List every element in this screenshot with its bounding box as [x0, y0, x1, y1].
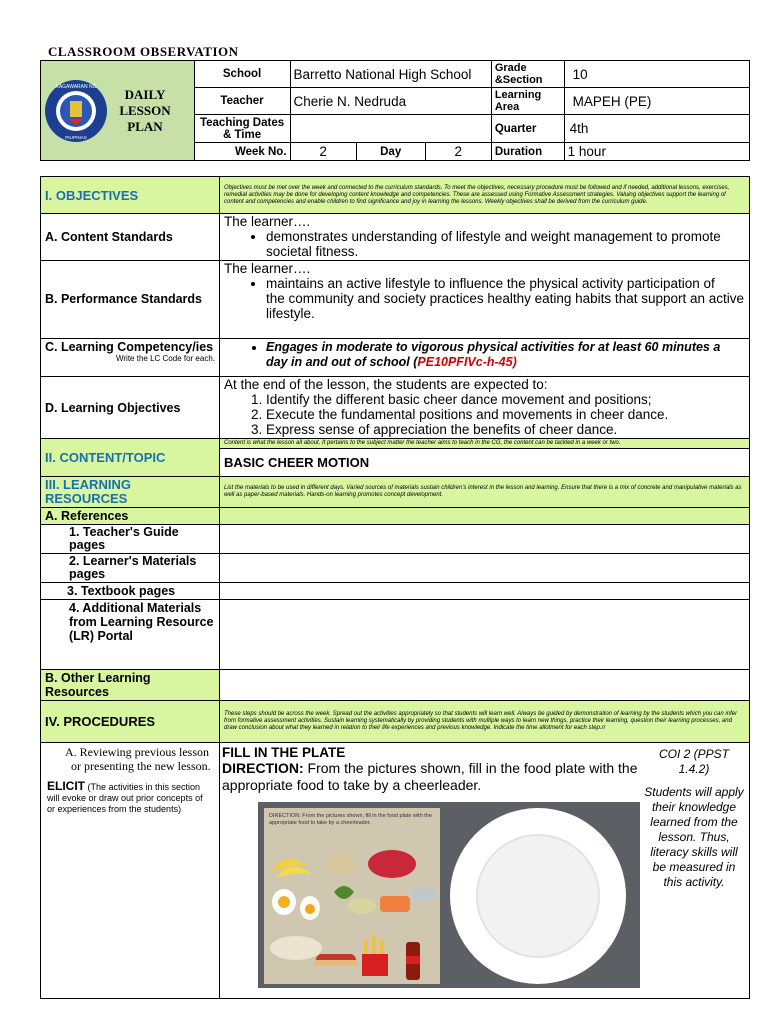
coi-label: COI 2 (PPST 1.4.2) [658, 747, 729, 776]
competency-sub: Write the LC Code for each. [115, 354, 215, 363]
learning-objectives-lead: At the end of the lesson, the students are expected to: [224, 377, 548, 392]
image-caption: DIRECTION: From the pictures shown, fill in the food plate with the appropriate food to take by a cheerleader. [269, 813, 432, 826]
resources-note: List the materials to be used in different days. Varied sources of materials sustain children's interest in the lesson and learning. Ensure that there is a mix of concrete and manipulative materials as well as paper-based materials. Hands-on learning promotes concept development. [220, 477, 750, 508]
resources-label: III. LEARNING RESOURCES [41, 477, 220, 508]
objectives-label: I. OBJECTIVES [41, 177, 220, 214]
procedures-note: These steps should be across the week. Spread out the activities appropriately so that students will learn well. Always be guided by demonstration of learning by the students which you can infer from formative assessment activities. Sustain learning systematically by providing students with multiple ways to learn new things, practice their learning, question their learning processes, and draw conclusion about what they learned in relation to their life experiences and previous knowledge. Indicate the time allotment for each step.rr [220, 701, 750, 743]
svg-text:PILIPINAS: PILIPINAS [65, 134, 87, 140]
teacher-label: Teacher [194, 88, 290, 115]
food-pictures-panel [264, 808, 440, 984]
content-standards-item: • demonstrates understanding of lifestyle and weight management to promote societal fitness. [266, 229, 745, 259]
learning-objective-item: 3. Express sense of appreciation the benefits of cheer dance. [266, 422, 745, 437]
week-label: Week No. [194, 143, 290, 161]
performance-standards-label: B. Performance Standards [41, 261, 220, 339]
content-standards-lead: The learner…. [224, 214, 311, 229]
duration-value: 1 hour [564, 143, 749, 161]
svg-text:KAGAWARAN NG: KAGAWARAN NG [55, 83, 97, 90]
header-table [40, 60, 750, 161]
day-label: Day [356, 143, 425, 161]
quarter-label: Quarter [491, 115, 564, 143]
competency-label: C. Learning Competency/ies [45, 340, 214, 354]
week-value: 2 [290, 143, 356, 161]
duration-label: Duration [491, 143, 564, 161]
other-resources-label: B. Other Learning Resources [41, 670, 220, 701]
references-label: A. References [41, 508, 220, 525]
competency-text: Engages in moderate to vigorous physical activities for at least 60 minutes a day in and out of school ( [266, 340, 721, 369]
school-label: School [194, 61, 290, 88]
learning-objective-item: 1. Identify the different basic cheer dance movement and positions; [266, 392, 745, 407]
lesson-plan-table [40, 176, 750, 999]
direction-text: From the pictures shown, fill in the food plate with the appropriate food to take by a cheerleader. [222, 760, 638, 793]
procedures-label: IV. PROCEDURES [41, 701, 220, 743]
day-value: 2 [425, 143, 491, 161]
direction-label: DIRECTION: [222, 760, 304, 776]
textbook-pages-label: 3. Textbook pages [41, 583, 220, 600]
food-items-icon [264, 844, 440, 984]
content-topic-label: II. CONTENT/TOPIC [41, 439, 220, 477]
performance-standards-cont: the community and society practices healthy eating habits that support an active lifestyle. [266, 291, 745, 321]
learning-objectives-label: D. Learning Objectives [41, 377, 220, 439]
competency-code: PE10PFIVc-h-45) [417, 355, 517, 369]
performance-standards-item: • maintains an active lifestyle to influence the physical activity participation of [266, 276, 745, 291]
content-topic-value: BASIC CHEER MOTION [220, 449, 750, 477]
step-a-label: A. Reviewing previous lesson or presenting the new lesson. [65, 745, 211, 773]
teacher-value: Cherie N. Nedruda [290, 88, 491, 115]
tg-pages-label: 1. Teacher's Guide pages [41, 525, 220, 554]
quarter-value: 4th [564, 115, 749, 143]
elicit-label: ELICIT [47, 779, 85, 793]
empty-plate-icon [450, 808, 626, 984]
elicit-note: (The activities in this section will evoke or draw out prior concepts of or experiences from the students) [47, 782, 203, 814]
document-title: CLASSROOM OBSERVATION [48, 44, 239, 59]
lr-portal-label: 4. Additional Materials from Learning Resource (LR) Portal [41, 600, 220, 670]
food-plate-image [258, 802, 640, 988]
area-label: Learning Area [491, 88, 564, 115]
dates-label: Teaching Dates & Time [194, 115, 290, 143]
dates-value [290, 115, 491, 143]
activity-title: FILL IN THE PLATE [222, 745, 346, 760]
learning-objective-item: 2. Execute the fundamental positions and movements in cheer dance. [266, 407, 745, 422]
dlp-title: DAILY LESSON PLAN [119, 86, 171, 134]
logo-cell [41, 61, 195, 161]
grade-label: Grade &Section [491, 61, 564, 88]
grade-value: 10 [564, 61, 749, 88]
remarks-text: Students will apply their knowledge learned from the lesson. Thus, literacy skills will be measured in this activity. [644, 785, 744, 889]
objectives-note: Objectives must be met over the week and connected to the curriculum standards. To meet the objectives, necessary procedure must be followed and if needed, additional lessons, exercises, remedial activities may be done for developing content knowledge and competencies. These are assessed using Formative Assessment strategies. Valuing objectives support the learning of content and competencies and enable children to find significance and joy in learning the lessons. Weekly objectives shall be derived from the curriculum guide. [220, 177, 750, 214]
content-standards-label: A. Content Standards [41, 214, 220, 261]
lm-pages-label: 2. Learner's Materials pages [41, 554, 220, 583]
performance-standards-lead: The learner…. [224, 261, 311, 276]
school-value: Barretto National High School [290, 61, 491, 88]
content-topic-note: Content is what the lesson all about. It pertains to the subject matter the teacher aims to teach in the CG, the content can be tackled in a week or two. [220, 439, 750, 449]
area-value: MAPEH (PE) [564, 88, 749, 115]
deped-seal-icon [44, 79, 108, 143]
